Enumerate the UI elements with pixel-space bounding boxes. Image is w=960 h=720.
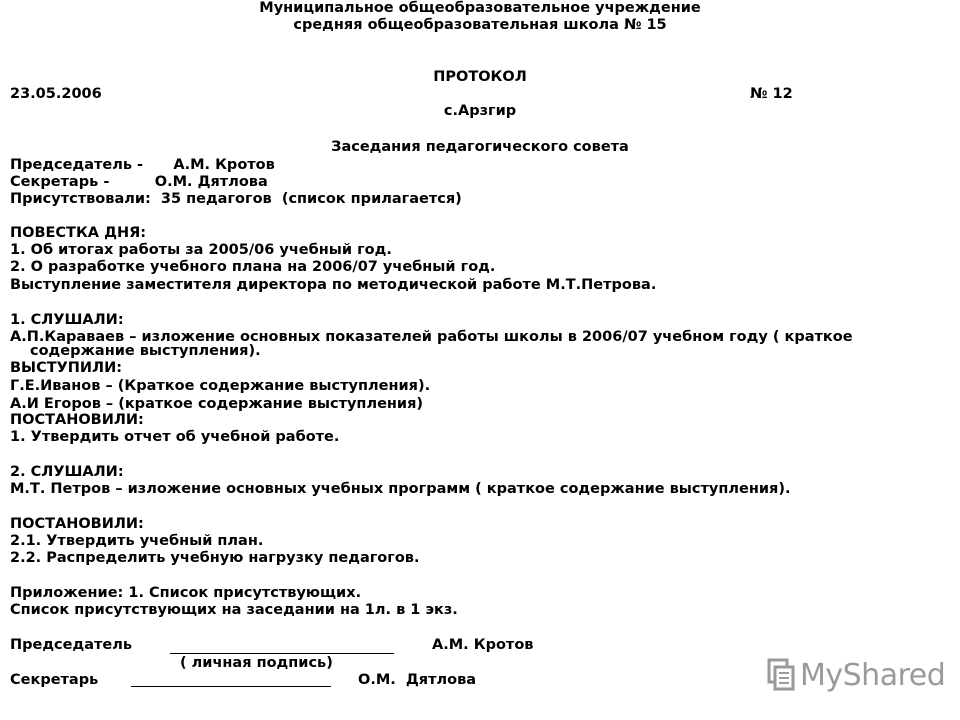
agenda-item-1: 1. Об итогах работы за 2005/06 учебный год. [10, 242, 392, 258]
section1-heard-heading: 1. СЛУШАЛИ: [10, 312, 124, 328]
section2-resolved-heading: ПОСТАНОВИЛИ: [10, 516, 144, 532]
org-name-line1: Муниципальное общеобразовательное учреждение [259, 0, 701, 16]
agenda-item-2: 2. О разработке учебного плана на 2006/07 учебный год. [10, 259, 496, 275]
myshared-logo-icon [766, 658, 796, 692]
secretary-signature-label: Секретарь [10, 672, 99, 688]
section1-spoke-heading: ВЫСТУПИЛИ: [10, 360, 123, 376]
secretary-line: Секретарь - О.М. Дятлова [10, 174, 268, 190]
chair-signature-label: Председатель [10, 637, 133, 653]
org-name-line2: средняя общеобразовательная школа № 15 [293, 17, 667, 33]
section2-resolved-1: 2.1. Утвердить учебный план. [10, 533, 264, 549]
secretary-signature-line [131, 674, 331, 687]
section1-heard-text-line1: А.П.Караваев – изложение основных показателей работы школы в 2006/07 учебном году ( краткое [10, 329, 853, 345]
section1-heard-text-line2: содержание выступления). [30, 343, 261, 359]
appendix-line-1: Приложение: 1. Список присутствующих. [10, 585, 362, 601]
section2-heard-heading: 2. СЛУШАЛИ: [10, 464, 124, 480]
watermark-text: MyShared [800, 657, 946, 693]
section1-spoke-1: Г.Е.Иванов – (Краткое содержание выступления). [10, 378, 431, 394]
myshared-watermark[interactable] [766, 655, 956, 695]
agenda-item-3: Выступление заместителя директора по методической работе М.Т.Петрова. [10, 277, 657, 293]
protocol-number: № 12 [750, 86, 793, 102]
section1-resolved-heading: ПОСТАНОВИЛИ: [10, 412, 144, 428]
protocol-place: с.Арзгир [443, 103, 517, 119]
present-line: Присутствовали: 35 педагогов (список прилагается) [10, 191, 462, 207]
protocol-date: 23.05.2006 [10, 86, 102, 102]
signature-caption: ( личная подпись) [180, 655, 333, 671]
chair-line: Председатель - А.М. Кротов [10, 157, 275, 173]
chair-signature-name: А.М. Кротов [432, 637, 534, 653]
protocol-title: ПРОТОКОЛ [433, 69, 527, 85]
secretary-signature-name: О.М. Дятлова [358, 672, 477, 688]
section2-heard-text: М.Т. Петров – изложение основных учебных программ ( краткое содержание выступления). [10, 481, 791, 497]
chair-signature-line [170, 639, 394, 654]
appendix-line-2: Список присутствующих на заседании на 1л. в 1 экз. [10, 602, 458, 618]
section2-resolved-2: 2.2. Распределить учебную нагрузку педагогов. [10, 550, 420, 566]
section1-resolved-1: 1. Утвердить отчет об учебной работе. [10, 429, 340, 445]
section1-spoke-2: А.И Егоров – (краткое содержание выступления) [10, 396, 424, 412]
agenda-heading: ПОВЕСТКА ДНЯ: [10, 225, 147, 241]
meeting-title: Заседания педагогического совета [331, 139, 629, 155]
